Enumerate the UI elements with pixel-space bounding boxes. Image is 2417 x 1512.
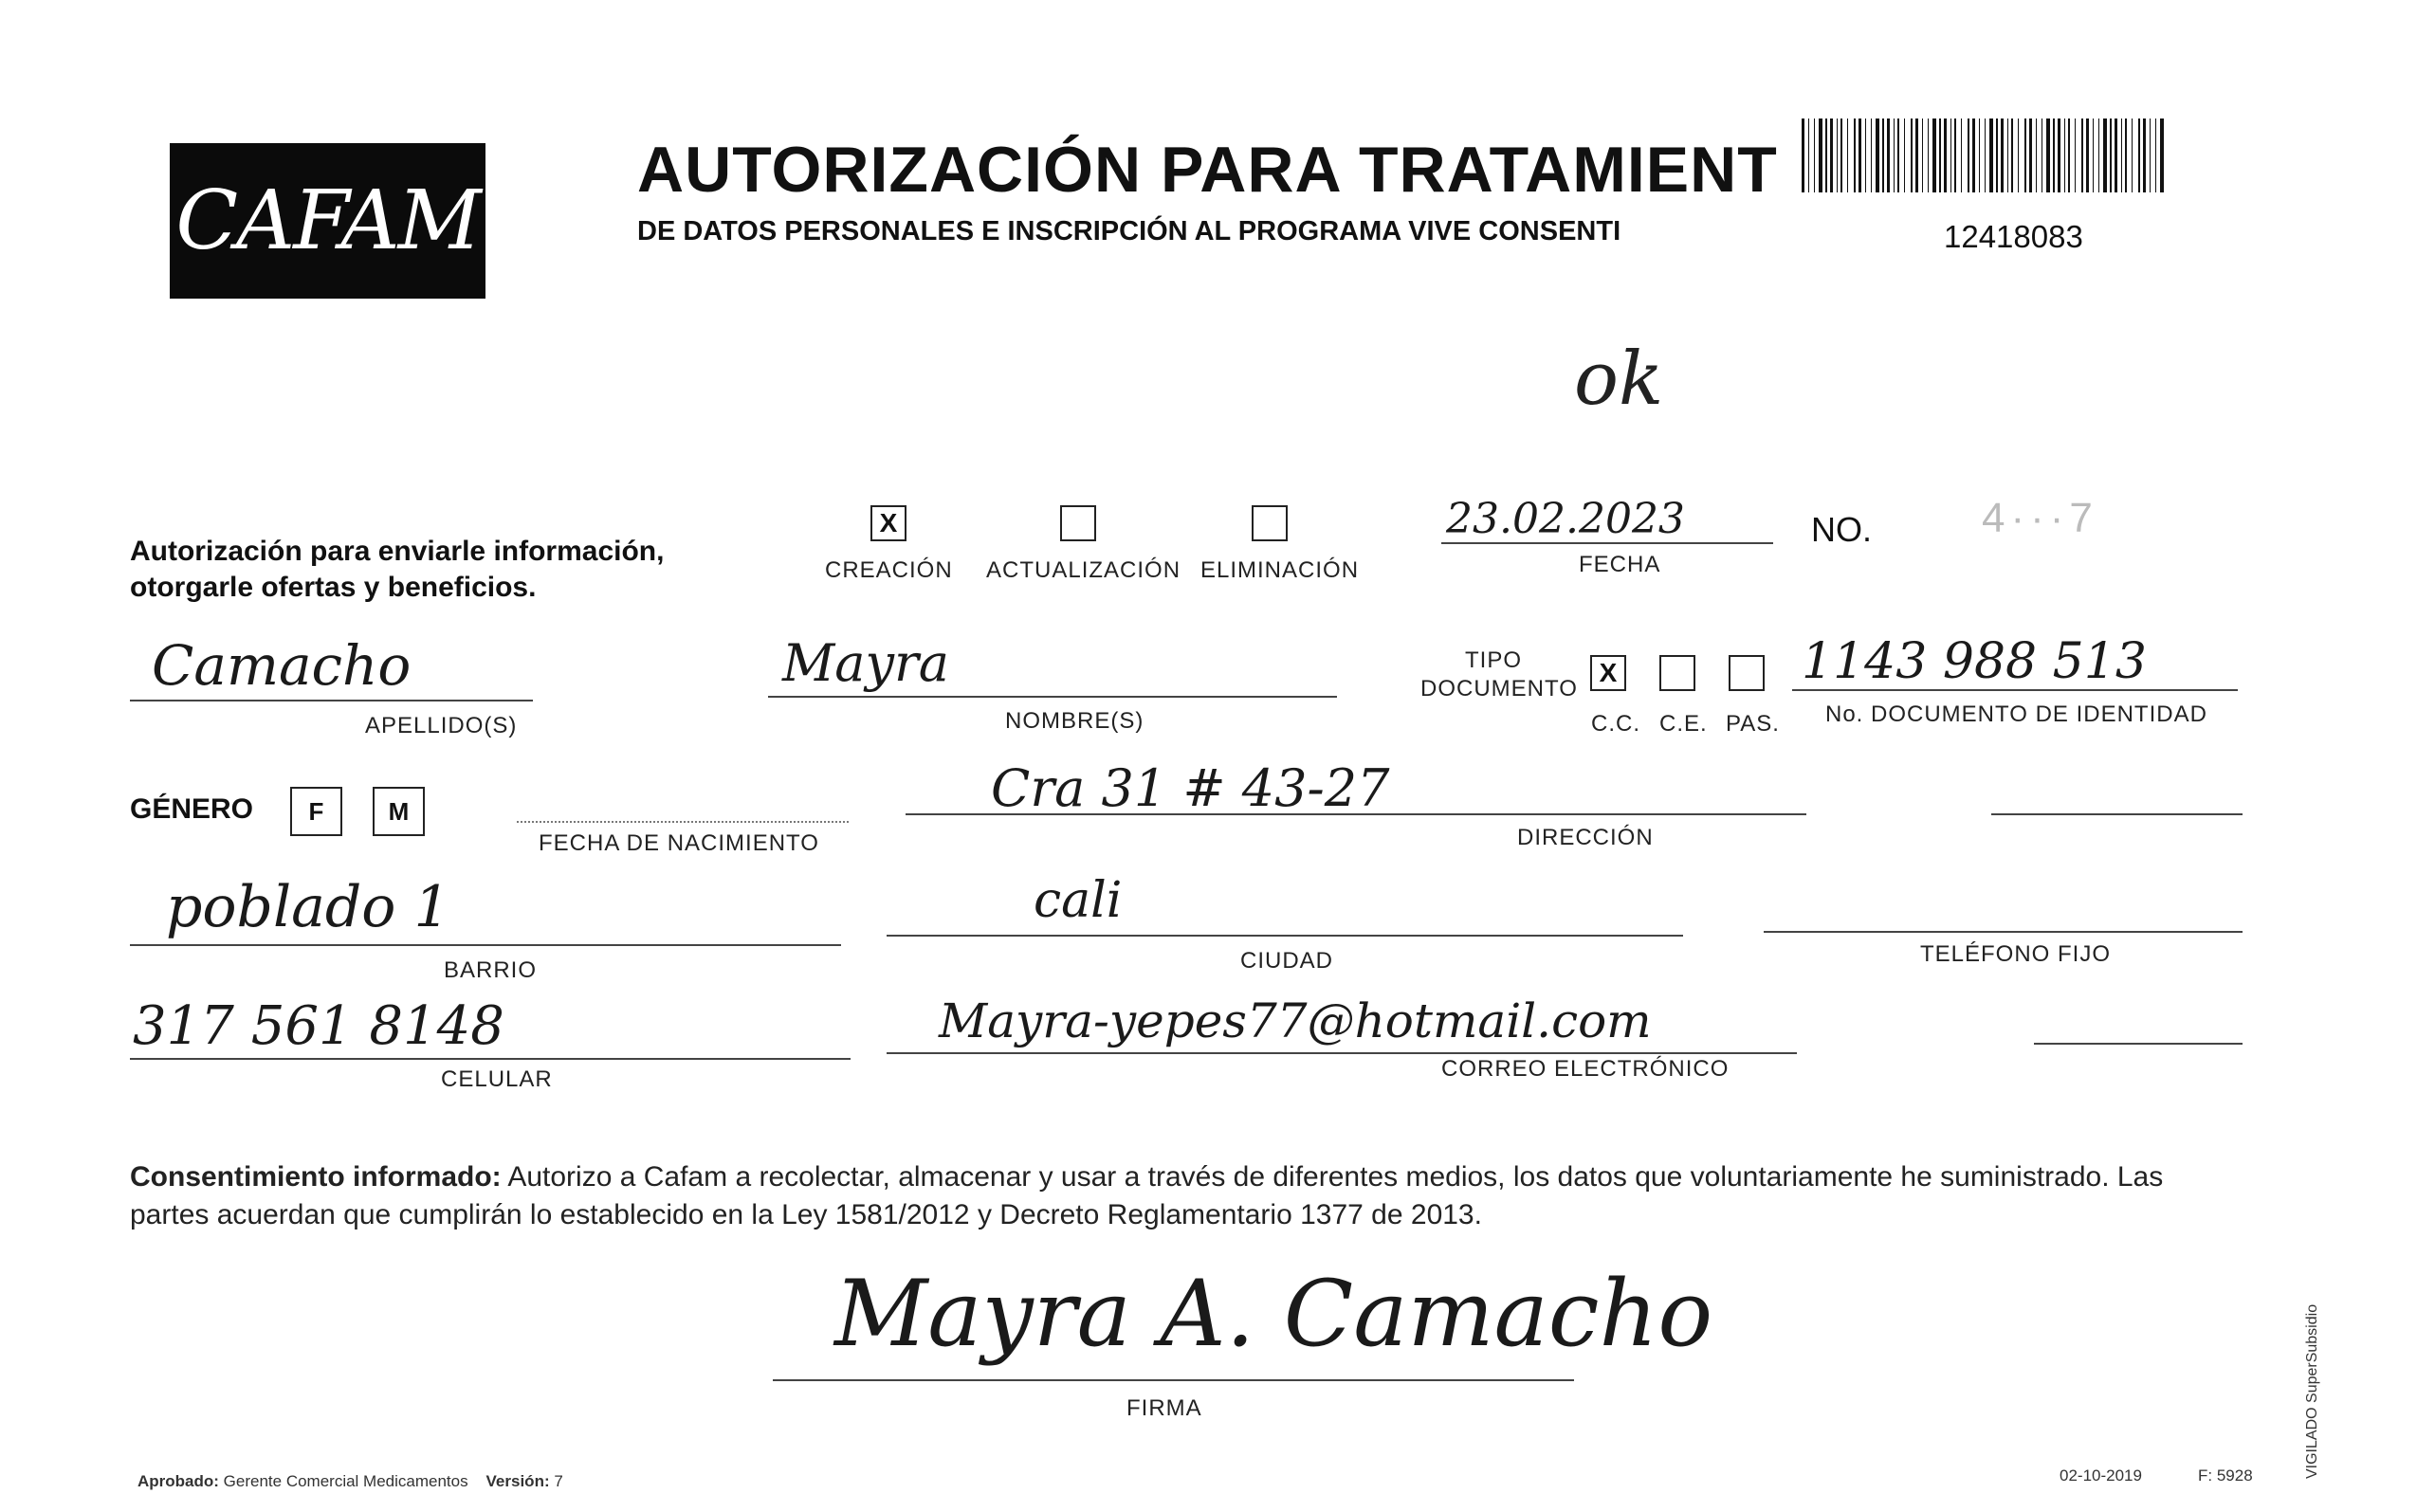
barcode-bar	[2143, 118, 2146, 192]
genero-label: GÉNERO	[130, 793, 254, 825]
barcode-bar	[1904, 118, 1905, 192]
barcode-bar	[2093, 118, 2094, 192]
documento-numero-line	[1792, 689, 2238, 691]
barcode-bar	[2155, 118, 2156, 192]
barcode-bar	[1876, 118, 1879, 192]
direccion-value[interactable]: Cra 31 # 43-27	[991, 758, 1390, 818]
ce-checkbox[interactable]	[1659, 655, 1695, 691]
documento-numero-value[interactable]: 1143 988 513	[1802, 633, 2147, 690]
apellidos-label: APELLIDO(S)	[365, 713, 518, 738]
barcode-bar	[1814, 118, 1815, 192]
direccion-line	[906, 813, 1806, 815]
barcode-bar	[1825, 118, 1827, 192]
correo-line	[887, 1052, 1797, 1054]
barcode-bar	[2138, 118, 2140, 192]
barcode-bar	[1840, 118, 1842, 192]
nombres-value[interactable]: Mayra	[782, 633, 950, 693]
actualizacion-label: ACTUALIZACIÓN	[986, 557, 1181, 583]
genero-f-checkbox[interactable]: F	[290, 787, 342, 836]
cc-label: C.C.	[1591, 711, 1640, 737]
barcode-bar	[1894, 118, 1895, 192]
barcode-bar	[1871, 118, 1872, 192]
barcode-bar	[1932, 118, 1936, 192]
barcode-bar	[2068, 118, 2070, 192]
consent-text: Autorizo a Cafam a recolectar, almacenar y usar a través de diferentes medios, los datos que voluntariamente he suministrado. Las partes acuerdan que cumplirán lo establecido en la Ley 1581/2012 y Decreto Reglamentario 1377 de 2013.	[130, 1161, 2164, 1230]
barcode-bar	[2125, 118, 2127, 192]
documento-label: DOCUMENTO	[1420, 676, 1578, 701]
barcode-icon	[1802, 118, 2171, 192]
tipo-label: TIPO	[1465, 647, 1523, 673]
genero-m-checkbox[interactable]: M	[373, 787, 425, 836]
consent-lead: Consentimiento informado:	[130, 1161, 502, 1193]
footer-aprobado	[137, 1472, 563, 1491]
nombres-line	[768, 696, 1337, 698]
eliminacion-label: ELIMINACIÓN	[1200, 557, 1360, 583]
eliminacion-checkbox[interactable]	[1252, 505, 1288, 541]
barcode-bar	[1847, 118, 1848, 192]
barcode-bar	[2110, 118, 2112, 192]
barcode-bar	[2150, 118, 2151, 192]
barcode-bar	[1989, 118, 1993, 192]
celular-line	[130, 1058, 851, 1060]
celular-label: CELULAR	[441, 1066, 553, 1092]
barcode-bar	[1928, 118, 1929, 192]
apellidos-line	[130, 700, 533, 701]
firma-line	[773, 1379, 1574, 1381]
celular-value[interactable]: 317 561 8148	[133, 995, 504, 1057]
pas-label: PAS.	[1726, 711, 1780, 737]
barcode-bar	[1950, 118, 1951, 192]
fecha-nacimiento-line	[517, 821, 849, 823]
barcode-bar	[2001, 118, 2004, 192]
ok-mark: ok	[1574, 337, 1664, 422]
vigilado-supersubsidio-text: VIGILADO SuperSubsidio	[2304, 1303, 2320, 1479]
barcode-bar	[2046, 118, 2050, 192]
direccion-label: DIRECCIÓN	[1517, 825, 1654, 850]
barcode-bar	[1954, 118, 1956, 192]
barcode-bar	[2132, 118, 2133, 192]
creacion-checkbox[interactable]: X	[870, 505, 906, 541]
version-label: Versión:	[485, 1472, 550, 1490]
correo-label: CORREO ELECTRÓNICO	[1441, 1056, 1730, 1082]
form-title: AUTORIZACIÓN PARA TRATAMIENT	[637, 134, 1778, 206]
barcode-bar	[1979, 118, 1980, 192]
cafam-logo: CAFAM	[170, 143, 485, 299]
barcode-bar	[1882, 118, 1884, 192]
barcode-bar	[2036, 118, 2037, 192]
fecha-value[interactable]: 23.02.2023	[1446, 495, 1685, 543]
form-subtitle: DE DATOS PERSONALES E INSCRIPCIÓN AL PROGRAMA VIVE CONSENTI	[637, 216, 1621, 246]
actualizacion-checkbox[interactable]	[1060, 505, 1096, 541]
barcode-bar	[1865, 118, 1866, 192]
barcode-bar	[1802, 118, 1804, 192]
barcode-bar	[1996, 118, 1998, 192]
fecha-nacimiento-label: FECHA DE NACIMIENTO	[539, 830, 819, 856]
direccion-extra-line	[1991, 813, 2243, 815]
barcode-bar	[2086, 118, 2089, 192]
barcode-number: 12418083	[1944, 219, 2083, 254]
numero-value: 4···7	[1982, 495, 2098, 541]
cc-checkbox[interactable]: X	[1590, 655, 1626, 691]
telefono-line	[1764, 931, 2243, 933]
version-value: 7	[554, 1472, 563, 1490]
barcode-bar	[2064, 118, 2065, 192]
ce-label: C.E.	[1659, 711, 1708, 737]
barcode-bar	[1985, 118, 1986, 192]
barrio-line	[130, 944, 841, 946]
authorization-text	[130, 534, 664, 606]
signature: Mayra A. Camacho	[834, 1261, 1713, 1367]
barcode-bar	[2081, 118, 2083, 192]
barcode-bar	[1837, 118, 1838, 192]
aprobado-label: Aprobado:	[137, 1472, 219, 1490]
barcode-bar	[1972, 118, 1975, 192]
correo-extra-line	[2034, 1043, 2243, 1045]
ciudad-label: CIUDAD	[1240, 948, 1334, 974]
barcode-bar	[1944, 118, 1947, 192]
firma-label: FIRMA	[1126, 1395, 1202, 1421]
authorization-text-line2: otorgarle ofertas y beneficios.	[130, 572, 537, 603]
barcode-bar	[1939, 118, 1941, 192]
barcode-bar	[2011, 118, 2013, 192]
barrio-value[interactable]: poblado 1	[166, 874, 450, 940]
aprobado-value: Gerente Comercial Medicamentos	[223, 1472, 468, 1490]
barcode-bar	[1808, 118, 1809, 192]
telefono-label: TELÉFONO FIJO	[1920, 941, 2112, 967]
barcode-bar	[2098, 118, 2099, 192]
barcode-bar	[1922, 118, 1923, 192]
documento-numero-label: No. DOCUMENTO DE IDENTIDAD	[1825, 701, 2207, 727]
fecha-label: FECHA	[1579, 552, 1661, 577]
barrio-label: BARRIO	[444, 957, 538, 983]
barcode-bar	[1915, 118, 1918, 192]
barcode-bar	[2121, 118, 2122, 192]
creacion-label: CREACIÓN	[825, 557, 953, 583]
footer-form-code: F: 5928	[2198, 1466, 2253, 1485]
barcode-bar	[2160, 118, 2164, 192]
barcode-bar	[1887, 118, 1890, 192]
numero-label: NO.	[1811, 510, 1873, 549]
nombres-label: NOMBRE(S)	[1005, 708, 1144, 734]
apellidos-value[interactable]: Camacho	[152, 633, 412, 698]
ciudad-value[interactable]: cali	[1034, 872, 1123, 929]
barcode-bar	[2115, 118, 2117, 192]
barcode-bar	[2103, 118, 2107, 192]
barcode-bar	[1859, 118, 1861, 192]
barcode-bar	[1830, 118, 1833, 192]
barcode-bar	[1897, 118, 1899, 192]
fecha-line	[1441, 542, 1773, 544]
barcode-bar	[1968, 118, 1969, 192]
ciudad-line	[887, 935, 1683, 937]
barcode-bar	[2075, 118, 2076, 192]
barcode-bar	[2058, 118, 2060, 192]
barcode-bar	[2018, 118, 2019, 192]
pas-checkbox[interactable]	[1729, 655, 1765, 691]
barcode-bar	[1819, 118, 1822, 192]
consent-paragraph	[130, 1158, 2235, 1234]
footer-date: 02-10-2019	[2060, 1466, 2142, 1485]
correo-value[interactable]: Mayra-yepes77@hotmail.com	[939, 993, 1652, 1048]
barcode-bar	[2053, 118, 2055, 192]
barcode-bar	[2024, 118, 2026, 192]
barcode-bar	[1854, 118, 1856, 192]
barcode-bar	[1961, 118, 1962, 192]
barcode-bar	[1911, 118, 1913, 192]
barcode-bar	[2007, 118, 2008, 192]
barcode-bar	[2029, 118, 2032, 192]
authorization-text-line1: Autorización para enviarle información,	[130, 536, 665, 567]
